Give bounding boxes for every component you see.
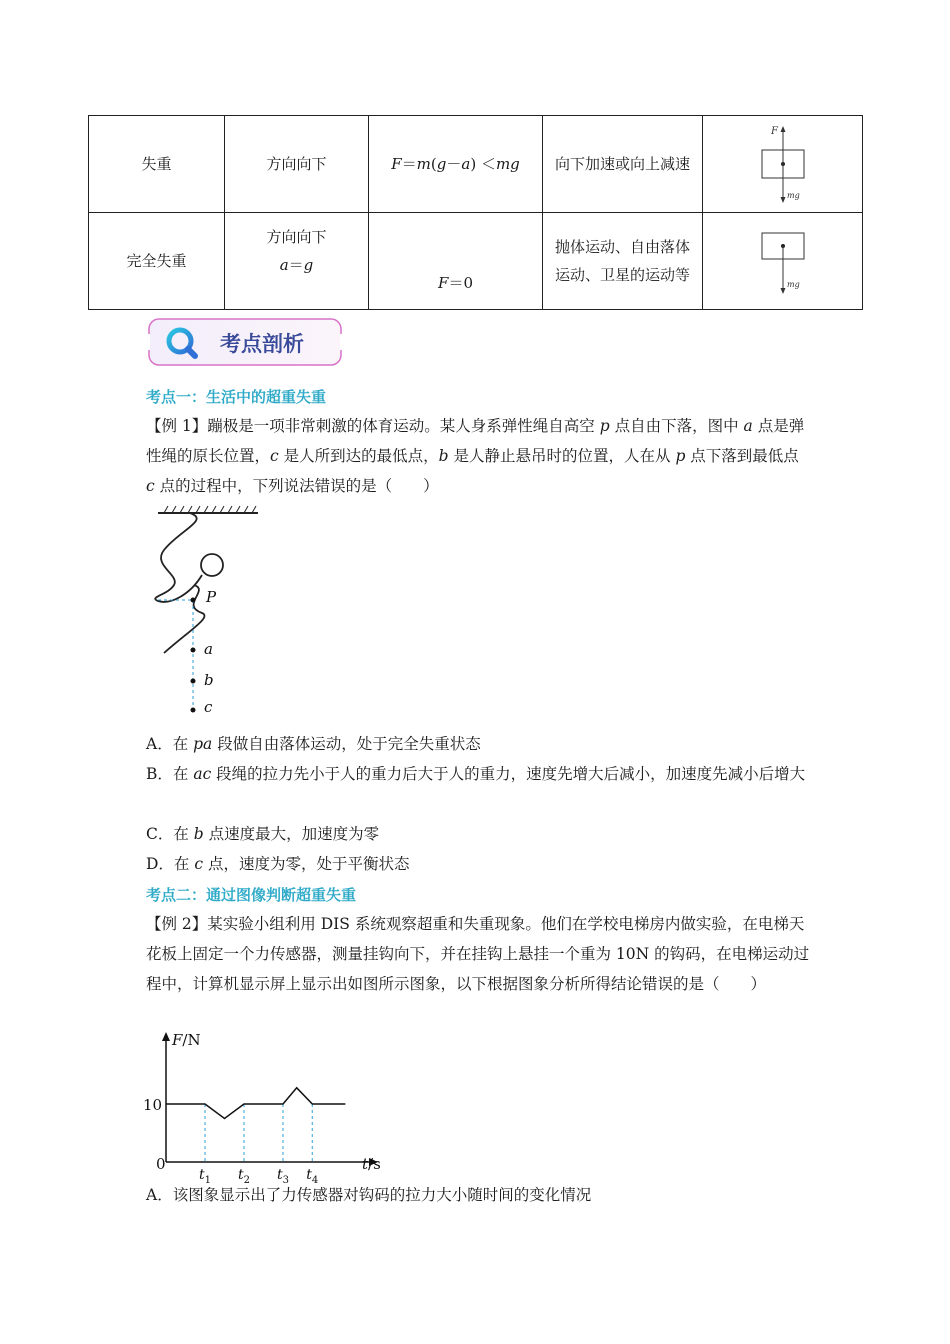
bungee-rope-upper xyxy=(155,513,202,602)
formula-paren-close: ) xyxy=(470,155,477,173)
point-P xyxy=(191,598,196,603)
example-2-text xyxy=(146,909,810,999)
point-b xyxy=(191,679,196,684)
force-label-mg: mg xyxy=(786,280,800,289)
option-prefix: C．在 xyxy=(146,825,194,843)
formula-F: F xyxy=(438,274,449,292)
x-tick-label: $t_1$ xyxy=(199,1167,212,1186)
origin-label: 0 xyxy=(156,1155,166,1173)
formula-cell xyxy=(369,213,543,310)
var-p: p xyxy=(599,417,610,435)
formula-paren-open: ( xyxy=(430,155,437,173)
force-label-mg: mg xyxy=(786,191,800,200)
bungee-figure xyxy=(150,505,270,720)
arrow-up-icon xyxy=(780,126,785,132)
option-prefix: B．在 xyxy=(146,765,194,783)
force-diagram-cell xyxy=(703,213,863,310)
force-time-chart xyxy=(140,1028,390,1186)
label-P: P xyxy=(206,588,217,606)
banner-title: 考点剖析 xyxy=(220,332,304,356)
banner-frame xyxy=(146,316,344,368)
var-a: a xyxy=(743,417,753,435)
option-B-1 xyxy=(146,759,810,789)
example-tag: 【例 1】 xyxy=(146,417,208,435)
x-tick-label: $t_2$ xyxy=(238,1167,251,1186)
force-diagram-weightless xyxy=(753,225,813,297)
formula-F: F xyxy=(391,155,402,173)
y-axis-label xyxy=(171,1031,201,1049)
point-a xyxy=(191,648,196,653)
motion-cell: 向下加速或向上减速 xyxy=(543,116,703,213)
example-body: 某实验小组利用 DIS 系统观察超重和失重现象。他们在学校电梯房内做实验，在电梯天花板上固定一个力传感器，测量挂钩向下，并在挂钩上悬挂一个重为 10N 的钩码，在电梯运动过程中，计算机显示屏上显示出如图所示图象，以下根据图象分析所得结论错误的是（ ） xyxy=(146,915,810,993)
x-axis-label-unit: /s xyxy=(368,1155,381,1173)
option-prefix: D．在 xyxy=(146,855,195,873)
force-diagram-cell xyxy=(703,116,863,213)
var-b: b xyxy=(438,447,449,465)
x-tick-label: $t_4$ xyxy=(306,1167,319,1186)
table-row xyxy=(89,213,863,310)
table-row xyxy=(89,116,863,213)
formula-rest: ＝0 xyxy=(448,274,473,292)
label-b: b xyxy=(204,671,214,689)
var-p: p xyxy=(675,447,686,465)
y-axis-label-unit: /N xyxy=(182,1031,201,1049)
force-series-line xyxy=(166,1088,345,1119)
var-c: c xyxy=(146,477,155,495)
direction-cell: 方向向下 xyxy=(225,116,369,213)
text-segment: 点是弹性绳的原长位置， xyxy=(146,417,805,465)
option-D-1 xyxy=(146,849,810,879)
option-prefix: A．在 xyxy=(146,735,194,753)
formula-lt: ＜ xyxy=(476,155,496,173)
direction-text: 方向向下 xyxy=(266,228,327,246)
tick-guides xyxy=(205,1104,312,1162)
section-heading-2: 考点二：通过图像判断超重失重 xyxy=(146,886,357,904)
option-text: 段绳的拉力先小于人的重力后大于人的重力，速度先增大后减小，加速度先减小后增大 xyxy=(211,765,806,783)
x-axis-label xyxy=(362,1155,381,1173)
text-segment: 点下落到最低点 xyxy=(685,447,799,465)
option-C-1 xyxy=(146,819,810,849)
text-segment: 点自由下落，图中 xyxy=(609,417,744,435)
y-axis-label-var: F xyxy=(172,1031,183,1049)
option-text: 点速度最大，加速度为零 xyxy=(203,825,380,843)
ceiling-hatch xyxy=(164,506,256,513)
state-cell: 完全失重 xyxy=(89,213,225,310)
arrow-down-icon xyxy=(780,288,785,294)
section-banner xyxy=(146,316,344,368)
text-segment: 点的过程中，下列说法错误的是（ ） xyxy=(154,477,439,495)
formula-a: a xyxy=(461,155,471,173)
weight-state-table xyxy=(88,115,863,310)
motion-cell: 抛体运动、自由落体运动、卫星的运动等 xyxy=(543,213,703,310)
eq-sign: ＝ xyxy=(288,256,304,274)
text-segment: 是人所到达的最低点， xyxy=(278,447,439,465)
text-segment: 是人静止悬吊时的位置，人在从 xyxy=(448,447,676,465)
jumper-head xyxy=(201,554,223,576)
section-heading-1: 考点一：生活中的超重失重 xyxy=(146,388,327,406)
point-c xyxy=(191,708,196,713)
direction-equation xyxy=(233,251,360,279)
label-c: c xyxy=(204,698,213,716)
force-label-F: F xyxy=(770,126,778,137)
option-A-1 xyxy=(146,729,810,759)
option-var: c xyxy=(194,855,204,873)
arrow-down-icon xyxy=(780,197,785,203)
example-1-text xyxy=(146,411,810,501)
force-diagram-overweight xyxy=(753,124,813,204)
x-tick-label: $t_3$ xyxy=(277,1167,290,1186)
y-tick-label: 10 xyxy=(143,1096,163,1114)
label-a: a xyxy=(204,640,213,658)
formula-g: g xyxy=(436,155,447,173)
direction-cell xyxy=(225,213,369,310)
eq-a: a xyxy=(279,256,289,274)
option-var: ac xyxy=(193,765,212,783)
banner-notch xyxy=(340,334,344,350)
formula-cell xyxy=(369,116,543,213)
option-text: 段做自由落体运动，处于完全失重状态 xyxy=(212,735,481,753)
formula-eq: ＝ xyxy=(401,155,417,173)
formula-m: m xyxy=(416,155,431,173)
formula-minus: － xyxy=(446,155,462,173)
formula-mg: mg xyxy=(495,155,520,173)
text-segment: 蹦极是一项非常刺激的体育运动。某人身系弹性绳自高空 xyxy=(207,417,600,435)
example-tag: 【例 2】 xyxy=(146,915,208,933)
eq-g: g xyxy=(303,256,314,274)
option-text: 点，速度为零，处于平衡状态 xyxy=(203,855,410,873)
var-c: c xyxy=(270,447,279,465)
x-axis-label-var: t xyxy=(362,1155,369,1173)
option-var: pa xyxy=(193,735,213,753)
state-cell: 失重 xyxy=(89,116,225,213)
banner-notch xyxy=(146,334,150,350)
option-A-2: A．该图象显示出了力传感器对钩码的拉力大小随时间的变化情况 xyxy=(146,1186,592,1204)
y-axis-arrow-icon xyxy=(162,1032,170,1041)
option-var: b xyxy=(193,825,204,843)
